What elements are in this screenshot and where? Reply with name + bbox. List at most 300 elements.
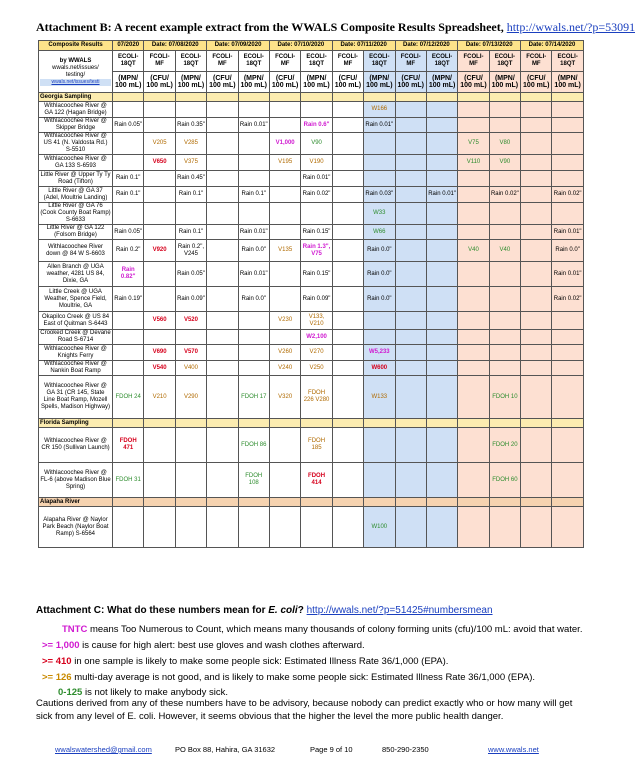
result-cell: V375	[175, 155, 206, 171]
result-cell	[426, 133, 457, 155]
result-cell	[269, 262, 300, 287]
unit-header: FCOLI-MF	[521, 51, 552, 72]
section-fill	[332, 498, 363, 507]
result-cell	[332, 187, 363, 203]
date-row	[39, 41, 584, 51]
result-cell	[144, 225, 175, 240]
site-name: Allen Branch @ UGA weather, 4281 US 84, Dixie, GA	[39, 262, 113, 287]
site-name: Withlacoochee River @ GA 122 (Hagan Bridge)	[39, 102, 113, 118]
section-fill	[552, 498, 583, 507]
result-cell	[489, 102, 520, 118]
result-cell	[521, 203, 552, 225]
units-row	[39, 51, 584, 72]
result-cell	[458, 118, 489, 133]
result-cell: V250	[301, 361, 332, 376]
site-name: Okapilco Creek @ US 84 East of Quitman S-6443	[39, 312, 113, 330]
result-cell: Rain 0.02"	[552, 287, 583, 312]
legend-item	[62, 624, 582, 635]
result-cell	[269, 203, 300, 225]
result-cell	[426, 507, 457, 548]
result-cell: Rain 0.6"	[301, 118, 332, 133]
result-cell	[207, 345, 238, 361]
result-cell	[458, 507, 489, 548]
result-cell	[458, 287, 489, 312]
result-cell	[207, 203, 238, 225]
section-fill	[332, 93, 363, 102]
result-cell	[521, 376, 552, 419]
section-fill	[426, 498, 457, 507]
result-cell	[269, 171, 300, 187]
section-fill	[364, 498, 395, 507]
result-cell: FDOH 86	[238, 428, 269, 463]
result-cell	[426, 240, 457, 262]
site-name: Withlacoochee River @ US 41 (N. Valdosta Rd.) S-5510	[39, 133, 113, 155]
result-cell: Rain 0.0"	[238, 240, 269, 262]
result-cell: W66	[364, 225, 395, 240]
result-cell	[175, 330, 206, 345]
result-cell	[113, 102, 144, 118]
unit-header: FCOLI-MF	[332, 51, 363, 72]
result-cell	[238, 203, 269, 225]
result-cell	[144, 102, 175, 118]
result-cell: FDOH 471	[113, 428, 144, 463]
result-cell	[395, 428, 426, 463]
result-cell: Rain 0.2"	[113, 240, 144, 262]
result-cell	[332, 133, 363, 155]
result-cell	[395, 345, 426, 361]
section-fill	[521, 93, 552, 102]
unit-header: FCOLI-MF	[144, 51, 175, 72]
result-cell	[269, 463, 300, 498]
result-cell	[552, 155, 583, 171]
result-cell	[521, 345, 552, 361]
result-cell	[521, 287, 552, 312]
unit-header: FCOLI-MF	[458, 51, 489, 72]
result-cell: Rain 0.02"	[552, 187, 583, 203]
result-cell	[207, 463, 238, 498]
result-cell	[489, 171, 520, 187]
date-header: Date: 07/10/2020	[269, 41, 332, 51]
result-cell	[458, 361, 489, 376]
section-fill	[521, 419, 552, 428]
footer-site[interactable]: www.wwals.net	[488, 745, 539, 754]
legend-item	[42, 656, 448, 667]
result-cell: W5,233	[364, 345, 395, 361]
section-fill	[552, 419, 583, 428]
table-row	[39, 102, 584, 118]
result-cell	[489, 262, 520, 287]
result-cell	[426, 376, 457, 419]
result-cell: Rain 0.0"	[364, 262, 395, 287]
section-fill	[458, 93, 489, 102]
result-cell	[552, 361, 583, 376]
legend-key: >= 126	[42, 672, 72, 683]
result-cell	[238, 312, 269, 330]
result-cell	[364, 428, 395, 463]
result-cell: V290	[175, 376, 206, 419]
section-fill	[489, 498, 520, 507]
result-cell	[207, 133, 238, 155]
result-cell	[426, 312, 457, 330]
result-cell	[113, 312, 144, 330]
result-cell: Rain 1.3", V75	[301, 240, 332, 262]
table-row	[39, 428, 584, 463]
site-name: Little River @ GA 122 (Folsom Bridge)	[39, 225, 113, 240]
caution-text: Cautions derived from any of these numbers have to be advisory, because nobody can predict exactly who or how many will get sick from any level of E. coli. However, it seems obvious that the higher the level the more public health danger.	[36, 698, 573, 722]
result-cell: W33	[364, 203, 395, 225]
result-cell	[426, 361, 457, 376]
legend-text: is cause for high alert: best use gloves and wash clothes afterward.	[79, 640, 365, 651]
section-fill	[395, 498, 426, 507]
result-cell	[113, 203, 144, 225]
section-fill	[269, 419, 300, 428]
result-cell	[144, 203, 175, 225]
date-header: Date: 07/12/2020	[395, 41, 458, 51]
result-cell	[113, 155, 144, 171]
site-name: Little Creek @ UGA Weather, Spence Field, Moultrie, GA	[39, 287, 113, 312]
section-fill	[113, 419, 144, 428]
section-fill	[395, 93, 426, 102]
result-cell	[207, 361, 238, 376]
result-cell	[521, 240, 552, 262]
result-cell	[238, 133, 269, 155]
result-cell	[458, 171, 489, 187]
table-row	[39, 361, 584, 376]
result-cell	[144, 187, 175, 203]
table-row	[39, 330, 584, 345]
result-cell	[207, 262, 238, 287]
site-name: Crooked Creek @ Devane Road S-6714	[40, 330, 111, 343]
result-cell	[521, 225, 552, 240]
result-cell	[552, 345, 583, 361]
result-cell: Rain 0.1"	[113, 171, 144, 187]
result-cell	[238, 330, 269, 345]
section-fill	[489, 93, 520, 102]
table-row	[39, 225, 584, 240]
result-cell: Rain 0.35"	[175, 118, 206, 133]
result-cell	[395, 171, 426, 187]
result-cell: Rain 0.01"	[552, 262, 583, 287]
measure-header: (CFU/ 100 mL)	[269, 72, 300, 93]
table-row	[39, 155, 584, 171]
section-row	[39, 419, 584, 428]
result-cell: FDOH 185	[301, 428, 332, 463]
section-fill	[458, 419, 489, 428]
section-fill	[238, 93, 269, 102]
table-row	[39, 287, 584, 312]
section-fill	[207, 93, 238, 102]
result-cell	[175, 203, 206, 225]
result-cell	[426, 428, 457, 463]
section-fill	[238, 498, 269, 507]
result-cell	[426, 118, 457, 133]
result-cell	[332, 118, 363, 133]
result-cell	[238, 155, 269, 171]
section-row	[39, 498, 584, 507]
result-cell: FDOH 60	[489, 463, 520, 498]
result-cell	[332, 345, 363, 361]
result-cell	[332, 171, 363, 187]
measure-header: (CFU/ 100 mL)	[395, 72, 426, 93]
measure-header: (CFU/ 100 mL)	[144, 72, 175, 93]
attachment-c-link[interactable]: http://wwals.net/?p=51425#numbersmean	[306, 605, 493, 616]
result-cell: Rain 0.05"	[175, 262, 206, 287]
measure-header: (MPN/ 100 mL)	[301, 72, 332, 93]
section-florida: Florida Sampling	[39, 419, 113, 428]
result-cell	[332, 262, 363, 287]
result-cell	[332, 376, 363, 419]
result-cell: V270	[301, 345, 332, 361]
result-cell: FDOH 20	[489, 428, 520, 463]
result-cell	[144, 507, 175, 548]
result-cell	[521, 102, 552, 118]
legend-key: 0-125	[58, 687, 83, 698]
result-cell: Rain 0.15"	[301, 262, 332, 287]
site-name: Withlacoochee River @ Skipper Bridge	[39, 118, 113, 133]
unit-header: ECOLI-18QT	[552, 51, 583, 72]
result-cell	[207, 118, 238, 133]
site-name: Withlacoochee River @ Knights Ferry	[39, 345, 113, 361]
result-cell: V90	[489, 155, 520, 171]
footer-email[interactable]: wwalswatershed@gmail.com	[55, 745, 152, 754]
result-cell: FDOH 414	[301, 463, 332, 498]
legend-text: means Too Numerous to Count, which means many thousands of colony forming units (cfu)/100 mL: avoid that water.	[87, 624, 583, 635]
site-name: Withlacoochee River @ GA 31 (CR 145, State Line Boat Ramp, Mozell Spells, Madison Highway)	[39, 376, 113, 419]
result-cell	[426, 287, 457, 312]
result-cell	[458, 312, 489, 330]
result-cell	[207, 376, 238, 419]
date-header: Date: 07/09/2020	[207, 41, 270, 51]
result-cell	[332, 102, 363, 118]
result-cell: V230	[269, 312, 300, 330]
result-cell	[395, 187, 426, 203]
result-cell: Rain 0.09"	[301, 287, 332, 312]
result-cell	[521, 118, 552, 133]
result-cell	[238, 507, 269, 548]
result-cell	[144, 118, 175, 133]
result-cell	[489, 225, 520, 240]
result-cell	[552, 507, 583, 548]
result-cell	[332, 463, 363, 498]
measure-header: (MPN/ 100 mL)	[175, 72, 206, 93]
date-header: 07/2020	[113, 41, 144, 51]
result-cell: Rain 0.0"	[552, 240, 583, 262]
attachment-c-heading	[36, 605, 493, 616]
ecoli-label: E. coli	[268, 605, 298, 616]
result-cell	[521, 187, 552, 203]
result-cell: V560	[144, 312, 175, 330]
unit-header: FCOLI-MF	[269, 51, 300, 72]
result-cell: Rain 0.02"	[489, 187, 520, 203]
result-cell: Rain 0.01"	[364, 118, 395, 133]
result-cell: Rain 0.0"	[364, 240, 395, 262]
result-cell	[207, 287, 238, 312]
section-fill	[301, 498, 332, 507]
site-name: Withlacoochee River @ Nankin Boat Ramp	[39, 361, 113, 376]
legend-text: multi-day average is not good, and is likely to make some people sick: Estimated Illness Rate 36/1,000 (EPA).	[71, 672, 536, 683]
result-cell	[175, 102, 206, 118]
result-cell	[144, 287, 175, 312]
result-cell	[301, 102, 332, 118]
result-cell: Rain 0.02"	[301, 187, 332, 203]
result-cell	[269, 428, 300, 463]
result-cell	[364, 171, 395, 187]
result-cell: V133, V210	[301, 312, 332, 330]
section-georgia: Georgia Sampling	[39, 93, 113, 102]
date-header: Date: 07/14/2020	[521, 41, 584, 51]
result-cell: Rain 0.0"	[238, 287, 269, 312]
result-cell	[458, 187, 489, 203]
result-cell	[552, 428, 583, 463]
result-cell	[426, 330, 457, 345]
legend-item	[42, 640, 365, 651]
result-cell	[489, 312, 520, 330]
result-cell	[489, 361, 520, 376]
result-cell	[552, 203, 583, 225]
section-fill	[113, 93, 144, 102]
table-row	[39, 376, 584, 419]
result-cell	[332, 507, 363, 548]
date-header: Date: 07/08/2020	[144, 41, 207, 51]
result-cell	[207, 330, 238, 345]
date-header: Date: 07/13/2020	[458, 41, 521, 51]
legend-text: is not likely to make anybody sick.	[82, 687, 229, 698]
section-fill	[238, 419, 269, 428]
result-cell: V40	[489, 240, 520, 262]
result-cell	[426, 262, 457, 287]
result-cell	[395, 463, 426, 498]
attachment-c-question: ?	[297, 605, 307, 616]
result-cell: V80	[489, 133, 520, 155]
corner-title: Composite Results	[39, 41, 113, 51]
result-cell	[332, 428, 363, 463]
result-cell	[113, 345, 144, 361]
result-cell	[175, 463, 206, 498]
result-cell: FDOH 10	[489, 376, 520, 419]
result-cell	[458, 463, 489, 498]
section-fill	[144, 419, 175, 428]
result-cell	[332, 361, 363, 376]
corner-by: by WWALS	[59, 57, 92, 64]
result-cell	[552, 312, 583, 330]
result-cell: V210	[144, 376, 175, 419]
result-cell	[395, 361, 426, 376]
corner-link[interactable]: wwals.net/issues/testi	[40, 79, 111, 86]
result-cell	[301, 203, 332, 225]
result-cell	[175, 428, 206, 463]
table-row	[39, 507, 584, 548]
section-fill	[395, 419, 426, 428]
section-row	[39, 93, 584, 102]
result-cell	[144, 428, 175, 463]
unit-header: ECOLI-18QT	[175, 51, 206, 72]
result-cell	[238, 102, 269, 118]
result-cell	[238, 345, 269, 361]
result-cell	[395, 240, 426, 262]
result-cell	[521, 330, 552, 345]
result-cell: W100	[364, 507, 395, 548]
footer-address: PO Box 88, Hahira, GA 31632	[175, 745, 276, 754]
result-cell: V240	[269, 361, 300, 376]
section-fill	[175, 419, 206, 428]
result-cell	[364, 155, 395, 171]
result-cell	[395, 133, 426, 155]
result-cell	[144, 171, 175, 187]
result-cell: V135	[269, 240, 300, 262]
composite-results-table	[38, 40, 584, 548]
measure-header: (MPN/ 100 mL)	[426, 72, 457, 93]
result-cell	[207, 187, 238, 203]
result-cell: Rain 0.2", V245	[175, 240, 206, 262]
section-fill	[175, 498, 206, 507]
result-cell	[521, 361, 552, 376]
result-cell: Rain 0.82"	[113, 262, 144, 287]
result-cell	[426, 463, 457, 498]
legend-item	[42, 672, 535, 683]
result-cell	[458, 102, 489, 118]
attachment-c-title: Attachment C: What do these numbers mean for	[36, 605, 269, 616]
result-cell	[113, 507, 144, 548]
result-cell	[269, 187, 300, 203]
result-cell	[144, 262, 175, 287]
result-cell: Rain 0.01"	[426, 187, 457, 203]
result-cell: V90	[301, 133, 332, 155]
result-cell: V195	[269, 155, 300, 171]
section-fill	[332, 419, 363, 428]
result-cell	[269, 225, 300, 240]
result-cell	[426, 102, 457, 118]
section-fill	[207, 419, 238, 428]
result-cell	[458, 203, 489, 225]
result-cell	[269, 102, 300, 118]
result-cell	[269, 287, 300, 312]
result-cell: Rain 0.05"	[113, 118, 144, 133]
result-cell	[207, 312, 238, 330]
result-cell	[395, 203, 426, 225]
table-row	[39, 240, 584, 262]
table-row	[39, 203, 584, 225]
unit-header: ECOLI-18QT	[301, 51, 332, 72]
legend-key: >= 1,000	[42, 640, 80, 651]
result-cell	[552, 133, 583, 155]
result-cell: FDOH 226 V280	[301, 376, 332, 419]
result-cell	[364, 133, 395, 155]
measure-header: (CFU/ 100 mL)	[207, 72, 238, 93]
section-fill	[364, 93, 395, 102]
result-cell	[364, 312, 395, 330]
result-cell	[113, 133, 144, 155]
result-cell: V190	[301, 155, 332, 171]
result-cell	[395, 507, 426, 548]
result-cell: FDOH 24	[113, 376, 144, 419]
result-cell	[489, 203, 520, 225]
result-cell	[521, 262, 552, 287]
result-cell	[207, 240, 238, 262]
result-cell	[521, 133, 552, 155]
result-cell	[458, 262, 489, 287]
site-name: Withlacoochee River @ CR 150 (Sullivan Launch)	[39, 428, 113, 463]
result-cell	[521, 507, 552, 548]
measure-header: (CFU/ 100 mL)	[458, 72, 489, 93]
result-cell	[426, 225, 457, 240]
corner-info	[39, 51, 113, 93]
section-alapaha: Alapaha River	[39, 498, 113, 507]
attachment-b-link[interactable]: http://wwals.net/?p=53091	[506, 20, 635, 34]
unit-header: ECOLI-18QT	[489, 51, 520, 72]
result-cell	[395, 262, 426, 287]
result-cell	[332, 330, 363, 345]
result-cell: V205	[144, 133, 175, 155]
